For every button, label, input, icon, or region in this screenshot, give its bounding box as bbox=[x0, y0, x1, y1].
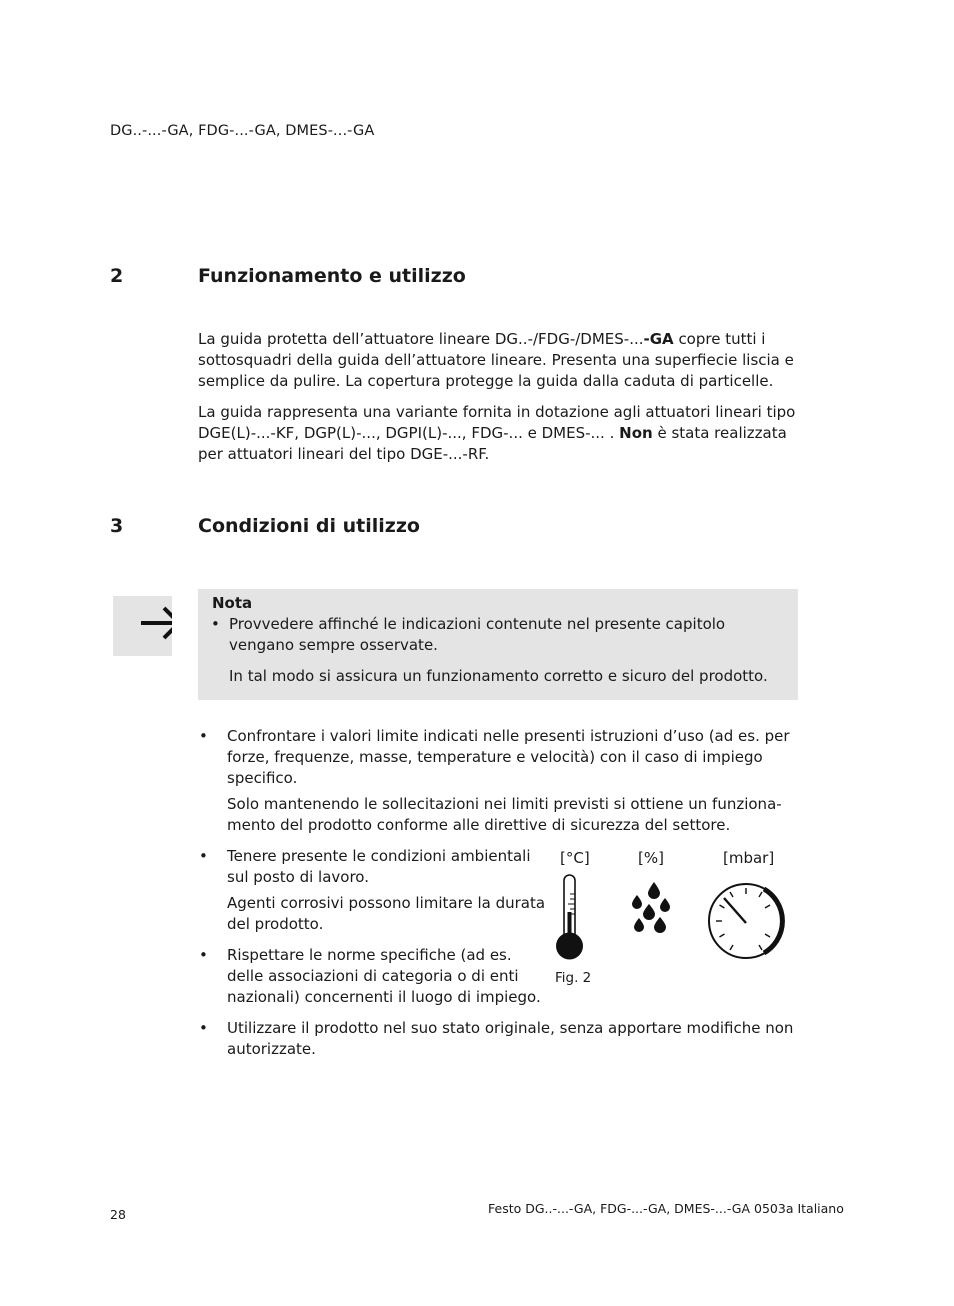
section-title: Condizioni di utilizzo bbox=[198, 515, 420, 537]
list-item-note: Solo mantenendo le sollecitazioni nei limiti previsti si ottiene un funzionamento del prodotto conforme alle direttive di sicurezza del settore. bbox=[227, 795, 782, 834]
paragraph: La guida protetta dell’attuatore lineare DG..-/FDG-/DMES-...-GA copre tutti i sottosquadri della guida dell’attuatore lineare. Presenta una superfiecie liscia e semplice da pulire. La copertura protegge la guida dalla caduta di particelle. bbox=[198, 330, 794, 390]
pressure-gauge-icon bbox=[704, 880, 788, 962]
list-item: Confrontare i valori limite indicati nelle presenti istruzioni d’uso (ad es. per forze, frequenze, masse, temperature e velocità) con il caso di impiego specifico. bbox=[227, 727, 790, 787]
section-number: 3 bbox=[110, 515, 124, 537]
section-number: 2 bbox=[110, 265, 124, 287]
note-box bbox=[198, 589, 798, 700]
water-drops-icon bbox=[628, 880, 674, 938]
page-number: 28 bbox=[110, 1207, 126, 1222]
note-marker bbox=[113, 596, 172, 656]
footer-text: Festo DG..-...-GA, FDG-...-GA, DMES-...-GA 0503a Italiano bbox=[488, 1201, 844, 1216]
thermometer-icon bbox=[552, 872, 588, 964]
list-item-note: Agenti corrosivi possono limitare la durata del prodotto. bbox=[227, 894, 546, 933]
bullet-mark: • bbox=[199, 946, 208, 964]
bullet-mark: • bbox=[199, 847, 208, 865]
section-title: Funzionamento e utilizzo bbox=[198, 265, 466, 287]
list-item: Tenere presente le condizioni ambientali sul posto di lavoro. bbox=[227, 847, 531, 886]
bullet-mark: • bbox=[211, 615, 220, 633]
list-item: Rispettare le norme specifiche (ad es. delle associazioni di categoria o di enti nazionali) concernenti il luogo di impiego. bbox=[227, 946, 541, 1006]
running-header: DG..-...-GA, FDG-...-GA, DMES-...-GA bbox=[110, 123, 375, 139]
note-text: In tal modo si assicura un funzionamento corretto e sicuro del prodotto. bbox=[229, 667, 768, 685]
figure-caption: Fig. 2 bbox=[555, 970, 592, 986]
unit-label-humidity: [%] bbox=[638, 849, 664, 867]
note-text: Provvedere affinché le indicazioni contenute nel presente capitolo vengano sempre osservate. bbox=[229, 615, 726, 654]
bullet-mark: • bbox=[199, 1019, 208, 1037]
note-title: Nota bbox=[212, 594, 253, 612]
unit-label-pressure: [mbar] bbox=[723, 849, 775, 867]
list-item: Utilizzare il prodotto nel suo stato originale, senza apportare modifiche non autorizzate. bbox=[227, 1019, 794, 1058]
arrow-right-icon bbox=[113, 596, 172, 656]
unit-label-temperature: [°C] bbox=[560, 849, 590, 867]
bullet-mark: • bbox=[199, 727, 208, 745]
paragraph: La guida rappresenta una variante fornita in dotazione agli attuatori lineari tipo DGE(L)-...-KF, DGP(L)-..., DGPI(L)-..., FDG-... e DMES-... . Non è stata realizzata per attuatori lineari del tipo DGE-...-RF. bbox=[198, 403, 796, 463]
